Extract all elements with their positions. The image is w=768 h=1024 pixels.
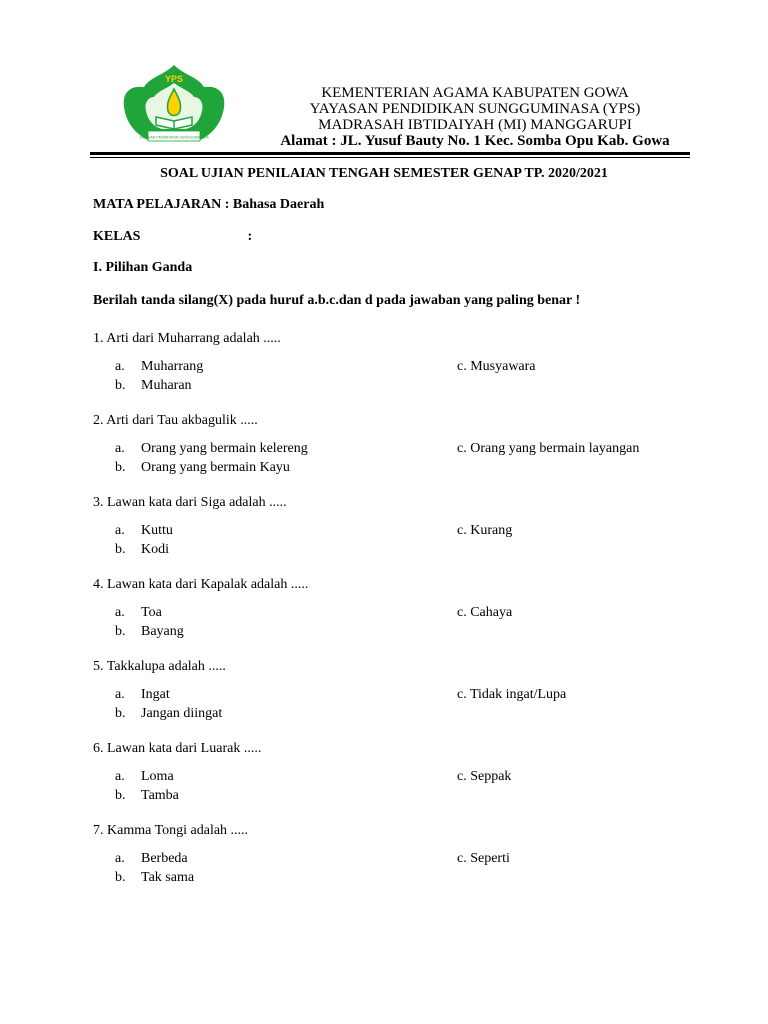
class-label: KELAS bbox=[93, 229, 141, 244]
option-c[interactable]: c. Seperti bbox=[457, 851, 510, 866]
option-a[interactable]: a. Orang yang bermain kelereng bbox=[115, 441, 308, 456]
question-text: 5. Takkalupa adalah ..... bbox=[93, 659, 226, 674]
school-logo bbox=[120, 63, 228, 147]
question-text: 7. Kamma Tongi adalah ..... bbox=[93, 823, 249, 838]
class-line bbox=[93, 228, 252, 246]
option-b[interactable]: b. Bayang bbox=[115, 624, 184, 639]
logo-banner-text: YAYASAN PENDIDIKAN SUNGGUMINASA bbox=[139, 135, 209, 140]
logo-yps-text: YPS bbox=[164, 74, 184, 84]
option-b[interactable]: b. Kodi bbox=[115, 542, 169, 557]
question-text: 6. Lawan kata dari Luarak ..... bbox=[93, 741, 262, 756]
instruction: Berilah tanda silang(X) pada huruf a.b.c.dan d pada jawaban yang paling benar ! bbox=[93, 293, 581, 308]
option-c[interactable]: c. Musyawara bbox=[457, 359, 536, 374]
option-b[interactable]: b. Muharan bbox=[115, 378, 192, 393]
option-c[interactable]: c. Kurang bbox=[457, 523, 513, 538]
option-b[interactable]: b. Jangan diingat bbox=[115, 706, 223, 721]
option-a[interactable]: a. Kuttu bbox=[115, 523, 173, 538]
option-a[interactable]: a. Ingat bbox=[115, 687, 170, 702]
option-a[interactable]: a. Muharrang bbox=[115, 359, 204, 374]
options bbox=[93, 768, 713, 808]
question-text: 3. Lawan kata dari Siga adalah ..... bbox=[93, 495, 287, 510]
option-c[interactable]: c. Tidak ingat/Lupa bbox=[457, 687, 567, 702]
header-divider-thin bbox=[90, 157, 690, 158]
options bbox=[93, 850, 713, 890]
option-a[interactable]: a. Berbeda bbox=[115, 851, 188, 866]
subject-line: MATA PELAJARAN : Bahasa Daerah bbox=[93, 197, 325, 212]
letterhead bbox=[240, 85, 710, 149]
question-3 bbox=[93, 494, 713, 562]
address-line: Alamat : JL. Yusuf Bauty No. 1 Kec. Somba Opu Kab. Gowa bbox=[280, 133, 670, 149]
option-b[interactable]: b. Tamba bbox=[115, 788, 179, 803]
question-2 bbox=[93, 412, 713, 480]
options bbox=[93, 686, 713, 726]
question-6 bbox=[93, 740, 713, 808]
option-c[interactable]: c. Orang yang bermain layangan bbox=[457, 441, 640, 456]
school-line: MADRASAH IBTIDAIYAH (MI) MANGGARUPI bbox=[318, 117, 632, 133]
option-a[interactable]: a. Loma bbox=[115, 769, 174, 784]
question-text: 4. Lawan kata dari Kapalak adalah ..... bbox=[93, 577, 309, 592]
ministry-line: KEMENTERIAN AGAMA KABUPATEN GOWA bbox=[321, 85, 629, 101]
option-c[interactable]: c. Seppak bbox=[457, 769, 512, 784]
option-b[interactable]: b. Orang yang bermain Kayu bbox=[115, 460, 290, 475]
options bbox=[93, 604, 713, 644]
options bbox=[93, 358, 713, 398]
options bbox=[93, 440, 713, 480]
options bbox=[93, 522, 713, 562]
foundation-line: YAYASAN PENDIDIKAN SUNGGUMINASA (YPS) bbox=[309, 101, 641, 117]
section-heading: I. Pilihan Ganda bbox=[93, 260, 193, 275]
exam-title: SOAL UJIAN PENILAIAN TENGAH SEMESTER GENAP TP. 2020/2021 bbox=[160, 166, 608, 181]
question-7 bbox=[93, 822, 713, 890]
question-text: 1. Arti dari Muharrang adalah ..... bbox=[93, 331, 281, 346]
class-colon: : bbox=[247, 229, 253, 244]
question-text: 2. Arti dari Tau akbagulik ..... bbox=[93, 413, 258, 428]
option-b[interactable]: b. Tak sama bbox=[115, 870, 195, 885]
option-a[interactable]: a. Toa bbox=[115, 605, 162, 620]
option-c[interactable]: c. Cahaya bbox=[457, 605, 513, 620]
header-divider-thick bbox=[90, 152, 690, 155]
question-4 bbox=[93, 576, 713, 644]
question-1 bbox=[93, 330, 713, 398]
question-5 bbox=[93, 658, 713, 726]
